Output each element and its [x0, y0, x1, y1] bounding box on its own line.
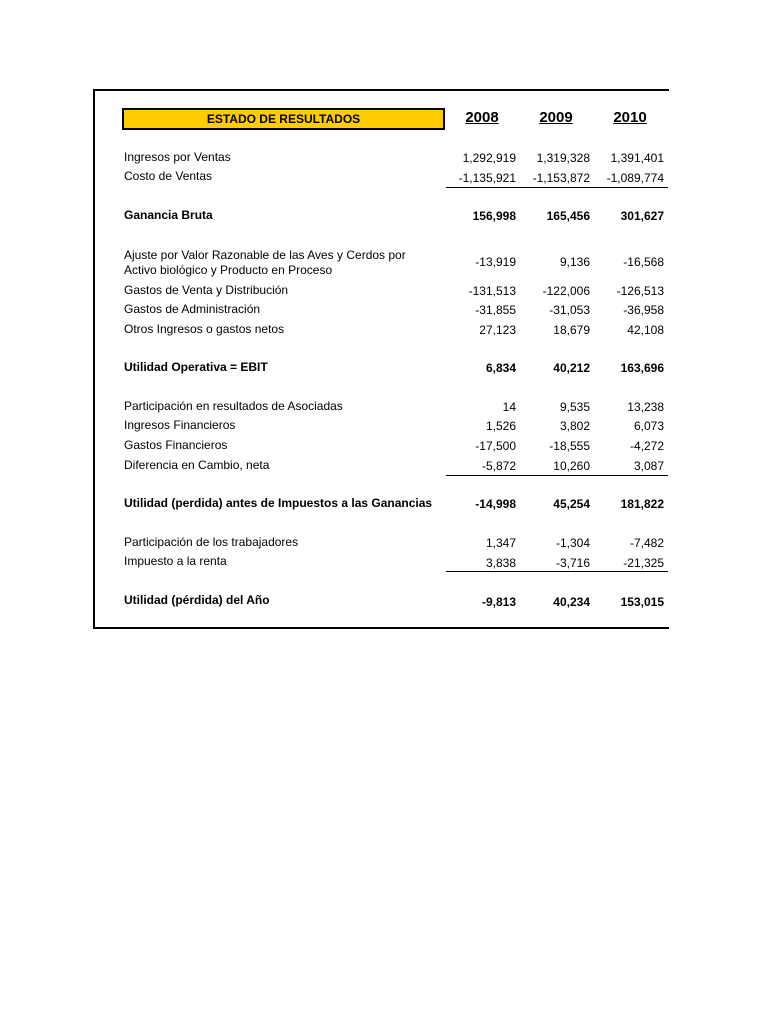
- row-label-ingresos-financieros: Ingresos Financieros: [124, 418, 236, 432]
- row-label-ajuste-valor-line1: Ajuste por Valor Razonable de las Aves y Cerdos por: [124, 248, 406, 262]
- row-value: 301,627: [620, 209, 664, 223]
- row-label-gastos-financieros: Gastos Financieros: [124, 438, 228, 452]
- row-label-utilidad-antes-impuestos: Utilidad (perdida) antes de Impuestos a las Ganancias: [124, 496, 433, 510]
- row-label-participacion-trabajadores: Participación de los trabajadores: [124, 535, 299, 549]
- row-value: 1,391,401: [610, 151, 664, 165]
- row-value: -21,325: [623, 556, 664, 570]
- statement-title: ESTADO DE RESULTADOS: [122, 108, 445, 130]
- row-value: 3,802: [559, 419, 590, 433]
- row-value: -9,813: [481, 595, 516, 609]
- row-label-utilidad-operativa: Utilidad Operativa = EBIT: [124, 360, 268, 374]
- row-value: -4,272: [629, 439, 664, 453]
- row-value: 14: [502, 400, 516, 414]
- row-value: -36,958: [623, 303, 664, 317]
- row-label-ingresos-ventas: Ingresos por Ventas: [124, 150, 231, 164]
- row-value: 165,456: [546, 209, 590, 223]
- row-label-costo-ventas: Costo de Ventas: [124, 169, 213, 183]
- row-value: 9,136: [559, 255, 590, 269]
- row-value: -7,482: [629, 536, 664, 550]
- row-value: -1,304: [555, 536, 590, 550]
- row-value: -1,089,774: [606, 171, 664, 185]
- row-value: 27,123: [479, 323, 516, 337]
- row-label-impuesto-renta: Impuesto a la renta: [124, 554, 227, 568]
- row-label-ganancia-bruta: Ganancia Bruta: [124, 208, 213, 222]
- row-value: -5,872: [481, 459, 516, 473]
- row-value: 6,073: [633, 419, 664, 433]
- row-value: 10,260: [553, 459, 590, 473]
- row-value: -31,053: [549, 303, 590, 317]
- row-value: -1,153,872: [532, 171, 590, 185]
- row-value: 45,254: [553, 497, 590, 511]
- row-value: -17,500: [475, 439, 516, 453]
- row-value: 1,526: [485, 419, 516, 433]
- row-value: -31,855: [475, 303, 516, 317]
- row-value: -18,555: [549, 439, 590, 453]
- row-value: -13,919: [475, 255, 516, 269]
- row-value: -16,568: [623, 255, 664, 269]
- row-value: -1,135,921: [458, 171, 516, 185]
- row-value: 3,838: [485, 556, 516, 570]
- subtotal-rule: [446, 571, 668, 572]
- row-value: 42,108: [627, 323, 664, 337]
- row-value: 1,319,328: [536, 151, 590, 165]
- row-label-diferencia-cambio: Diferencia en Cambio, neta: [124, 458, 270, 472]
- row-value: 153,015: [620, 595, 664, 609]
- year-header-2010: 2010: [613, 109, 647, 126]
- row-value: -122,006: [542, 284, 590, 298]
- row-value: 9,535: [559, 400, 590, 414]
- row-value: 1,347: [485, 536, 516, 550]
- row-label-participacion-asociadas: Participación en resultados de Asociadas: [124, 399, 343, 413]
- year-header-2008: 2008: [465, 109, 499, 126]
- row-label-ajuste-valor-line2: Activo biológico y Producto en Proceso: [124, 263, 333, 277]
- row-value: 163,696: [620, 361, 664, 375]
- subtotal-rule: [446, 187, 668, 188]
- row-value: 156,998: [472, 209, 516, 223]
- subtotal-rule: [446, 475, 668, 476]
- row-value: -3,716: [555, 556, 590, 570]
- row-value: 3,087: [633, 459, 664, 473]
- row-label-utilidad-ano: Utilidad (pérdida) del Año: [124, 593, 270, 607]
- row-value: 18,679: [553, 323, 590, 337]
- year-header-2009: 2009: [539, 109, 573, 126]
- row-value: 40,212: [553, 361, 590, 375]
- row-label-otros-ingresos: Otros Ingresos o gastos netos: [124, 322, 285, 336]
- row-value: 6,834: [485, 361, 516, 375]
- row-value: 181,822: [620, 497, 664, 511]
- row-value: -14,998: [475, 497, 516, 511]
- row-value: 1,292,919: [462, 151, 516, 165]
- row-value: 40,234: [553, 595, 590, 609]
- row-label-gastos-administracion: Gastos de Administración: [124, 302, 261, 316]
- row-label-gastos-venta: Gastos de Venta y Distribución: [124, 283, 289, 297]
- row-value: -131,513: [468, 284, 516, 298]
- row-value: 13,238: [627, 400, 664, 414]
- row-value: -126,513: [616, 284, 664, 298]
